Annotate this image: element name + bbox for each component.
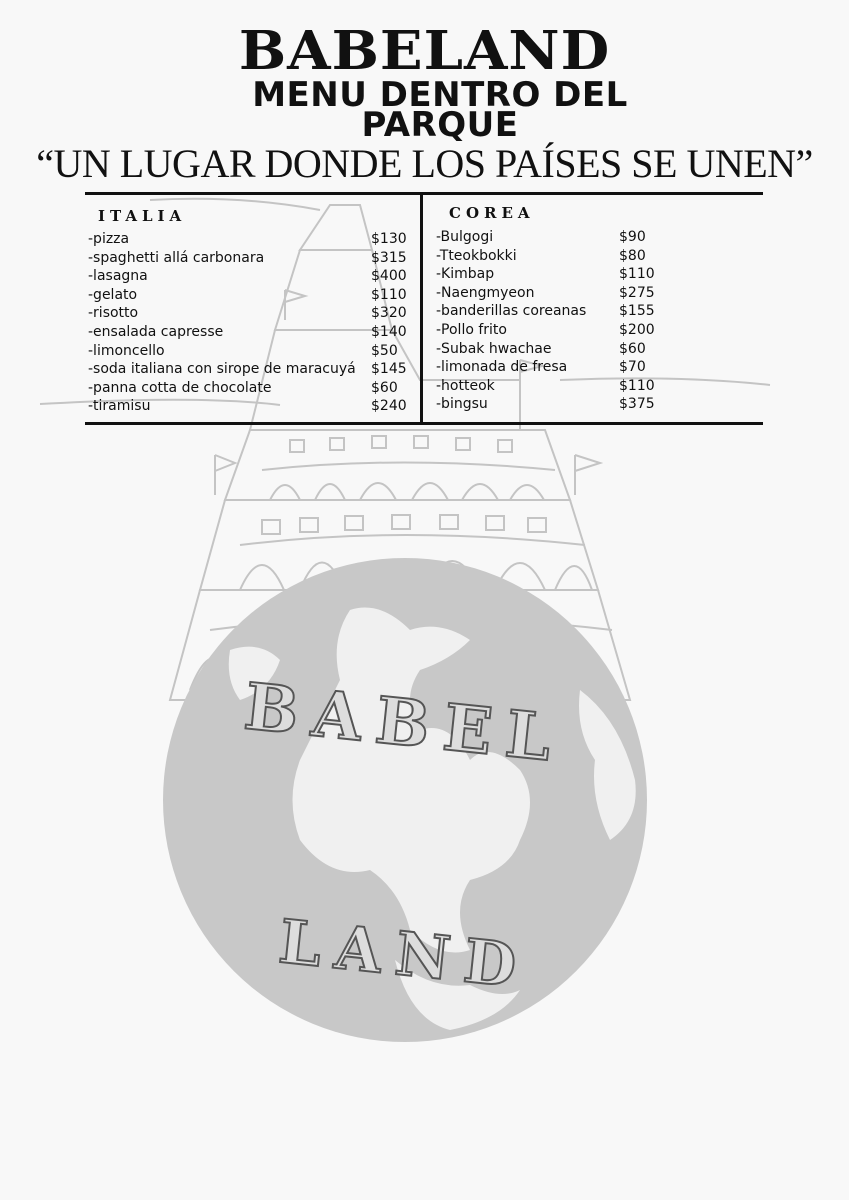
menu-item-price: $80: [619, 247, 646, 264]
menu-subtitle: MENU DENTRO DEL PARQUE: [252, 75, 628, 145]
menu-item-name: -soda italiana con sirope de maracuyá: [88, 361, 356, 378]
menu-item-price: $50: [371, 342, 398, 359]
menu-item: [88, 230, 418, 249]
menu-item: [88, 304, 418, 323]
menu-item-price: $275: [619, 284, 655, 301]
corea-menu-list: [436, 228, 686, 414]
menu-item: [88, 379, 418, 398]
menu-item-name: -banderillas coreanas: [436, 303, 587, 320]
menu-item-price: $140: [371, 323, 407, 340]
menu-item-name: -ensalada capresse: [88, 323, 224, 340]
menu-bottom-border: [85, 422, 763, 425]
menu-item: [88, 249, 418, 268]
menu-item-price: $110: [371, 286, 407, 303]
menu-item-name: -Kimbap: [436, 266, 495, 283]
menu-item: [436, 302, 686, 321]
menu-item: [436, 284, 686, 303]
tagline: “UN LUGAR DONDE LOS PAÍSES SE UNEN”: [36, 141, 813, 186]
menu-item-price: $90: [619, 229, 646, 245]
menu-item: [88, 397, 418, 416]
menu-item: [436, 340, 686, 359]
menu-item-price: $240: [371, 398, 407, 415]
menu-item: [88, 323, 418, 342]
menu-item-name: -risotto: [88, 305, 139, 322]
menu-top-border: [85, 192, 763, 195]
menu-item-name: -gelato: [88, 286, 138, 303]
logo-word-babel: BABEL: [240, 669, 569, 778]
menu-item: [436, 321, 686, 340]
menu-item: [88, 286, 418, 305]
section-title-italia: ITALIA: [98, 207, 187, 225]
menu-item-price: $200: [619, 321, 655, 338]
menu-item-name: -limonada de fresa: [436, 359, 568, 376]
menu-item-name: -Tteokbokki: [436, 247, 517, 264]
menu-item: [436, 358, 686, 377]
menu-item-price: $320: [371, 305, 407, 322]
menu-item-name: -panna cotta de chocolate: [88, 379, 272, 396]
menu-item: [436, 377, 686, 396]
menu-item-price: $130: [371, 231, 407, 247]
menu-item-name: -limoncello: [88, 342, 165, 359]
menu-item: [88, 360, 418, 379]
menu-item-price: $375: [619, 396, 655, 413]
menu-item-price: $60: [619, 340, 646, 357]
menu-item-price: $110: [619, 377, 655, 394]
menu-item: [88, 267, 418, 286]
menu-item-name: -pizza: [88, 231, 130, 247]
menu-item-price: $400: [371, 268, 407, 285]
menu-item-name: -Pollo frito: [436, 321, 507, 338]
menu-column-divider: [420, 192, 423, 425]
menu-item-price: $155: [619, 303, 655, 320]
menu-item-name: -lasagna: [88, 268, 148, 285]
menu-item-price: $315: [371, 249, 407, 266]
menu-item-name: -bingsu: [436, 396, 488, 413]
menu-item: [436, 265, 686, 284]
menu-item-name: -hotteok: [436, 377, 495, 394]
menu-item: [88, 342, 418, 361]
menu-item: [436, 395, 686, 414]
section-title-corea: COREA: [449, 204, 535, 222]
menu-item-price: $70: [619, 359, 646, 376]
menu-item: [436, 247, 686, 266]
logo-word-land: LAND: [275, 907, 534, 1003]
menu-item-name: -tiramisu: [88, 398, 151, 415]
menu-item-price: $60: [371, 379, 398, 396]
menu-item-name: -spaghetti allá carbonara: [88, 249, 265, 266]
menu-item-name: -Subak hwachae: [436, 340, 552, 357]
menu-item-price: $145: [371, 361, 407, 378]
italia-menu-list: [88, 230, 418, 416]
brand-title: BABELAND: [238, 19, 611, 83]
menu-item-name: -Bulgogi: [436, 229, 494, 245]
globe-logo: [163, 558, 647, 1042]
menu-item-name: -Naengmyeon: [436, 284, 535, 301]
menu-item-price: $110: [619, 266, 655, 283]
menu-item: [436, 228, 686, 247]
